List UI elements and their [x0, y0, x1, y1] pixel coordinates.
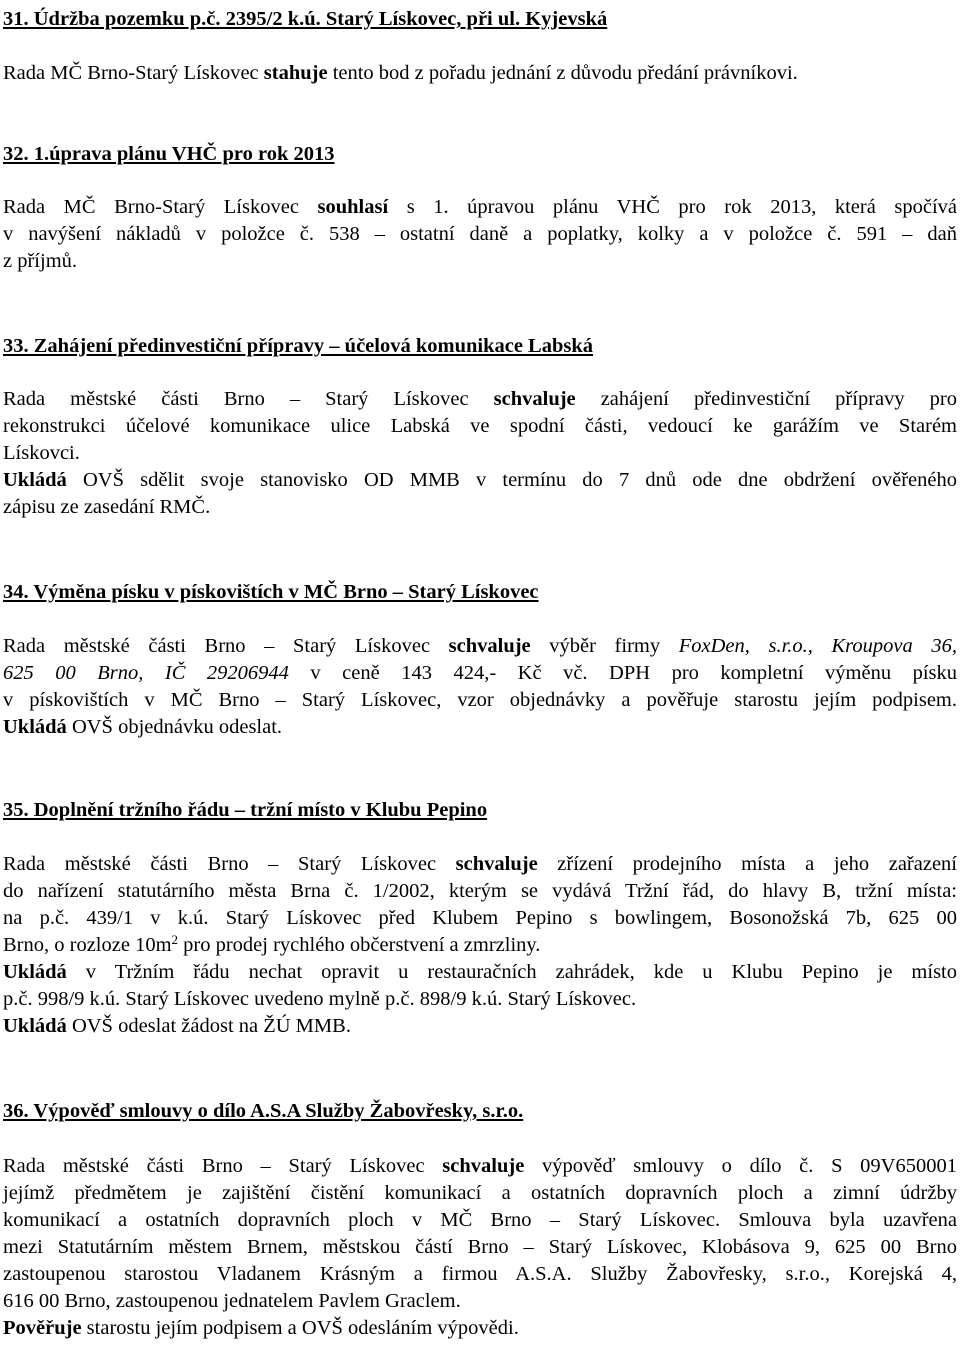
text-line: p.č. 998/9 k.ú. Starý Lískovec uvedeno mylně p.č. 898/9 k.ú. Starý Lískovec. [3, 988, 637, 1010]
section-31-heading: 31. Údržba pozemku p.č. 2395/2 k.ú. Starý Lískovec, při ul. Kyjevská [3, 8, 608, 30]
text-line: z příjmů. [3, 250, 78, 272]
text-line: Ukládá OVŠ sdělit svoje stanovisko OD MMB v termínu do 7 dnů ode dne obdržení ověřeného [3, 469, 957, 491]
text-line: Pověřuje starostu jejím podpisem a OVŠ odesláním výpovědi. [3, 1317, 519, 1339]
section-34-text [3, 633, 957, 741]
text-line: Rada městské části Brno – Starý Lískovec schvaluje zahájení předinvestiční přípravy pro [3, 388, 957, 410]
text-line: Rada městské části Brno – Starý Lískovec schvaluje zřízení prodejního místa a jeho zařazení [3, 853, 957, 875]
text-line: jejímž předmětem je zajištění čistění komunikací a ostatních dopravních ploch a zimní údržby [3, 1182, 957, 1204]
section-32-heading: 32. 1.úprava plánu VHČ pro rok 2013 [3, 143, 335, 165]
text-line: Rada městské části Brno – Starý Lískovec schvaluje výběr firmy FoxDen, s.r.o., Kroupova 36, [3, 635, 957, 657]
text-line: na p.č. 439/1 v k.ú. Starý Lískovec před Klubem Pepino s bowlingem, Bosonožská 7b, 625 00 [3, 907, 957, 929]
text-line: Ukládá v Tržním řádu nechat opravit u restauračních zahrádek, kde u Klubu Pepino je místo [3, 961, 957, 983]
text-line: 625 00 Brno, IČ 29206944 v ceně 143 424,- Kč vč. DPH pro kompletní výměnu písku [3, 662, 958, 684]
section-33-heading: 33. Zahájení předinvestiční přípravy – účelová komunikace Labská [3, 335, 594, 357]
text-line: v navýšení nákladů v položce č. 538 – ostatní daně a poplatky, kolky a v položce č. 591 – daň [3, 223, 957, 245]
section-32-text [3, 194, 957, 275]
section-35-heading: 35. Doplnění tržního řádu – tržní místo v Klubu Pepino [3, 799, 488, 821]
text-line: Rada městské části Brno – Starý Lískovec schvaluje výpověď smlouvy o dílo č. S 09V650001 [3, 1155, 957, 1177]
text-line: do nařízení statutárního města Brna č. 1/2002, kterým se vydává Tržní řád, do hlavy B, tržní místa: [3, 880, 957, 902]
superscript: 2 [171, 932, 179, 947]
text-line: Lískovci. [3, 442, 80, 464]
text-line: Brno, o rozloze $10m^2$ pro prodej rychlého občerstvení a zmrzliny. [3, 932, 541, 956]
text-line: mezi Statutárním městem Brnem, městskou částí Brno – Starý Lískovec, Klobásova 9, 625 00 Brno [3, 1236, 957, 1258]
text-line: Rada MČ Brno-Starý Lískovec souhlasí s 1. úpravou plánu VHČ pro rok 2013, která spočívá [3, 196, 958, 218]
section-36-text [3, 1153, 957, 1342]
section-34-heading: 34. Výměna písku v pískovištích v MČ Brno – Starý Lískovec [3, 581, 539, 603]
text-line: v pískovištích v MČ Brno – Starý Lískovec, vzor objednávky a pověřuje starostu jejím podpisem. [3, 689, 957, 711]
text-line: komunikací a ostatních dopravních ploch v MČ Brno – Starý Lískovec. Smlouva byla uzavřena [3, 1209, 957, 1231]
text-line: zastoupenou starostou Vladanem Krásným a firmou A.S.A. Služby Žabovřesky, s.r.o., Korejská 4, [3, 1263, 957, 1285]
text-line: zápisu ze zasedání RMČ. [3, 496, 211, 518]
section-35-text [3, 851, 957, 1040]
text-line: Ukládá OVŠ objednávku odeslat. [3, 716, 283, 738]
section-36-heading: 36. Výpověď smlouvy o dílo A.S.A Služby Žabovřesky, s.r.o. [3, 1100, 524, 1122]
text-line: rekonstrukci účelové komunikace ulice Labská ve spodní části, vedoucí ke garážím ve Starém [3, 415, 957, 437]
text-line: Rada MČ Brno-Starý Lískovec stahuje tento bod z pořadu jednání z důvodu předání právníkovi. [3, 62, 798, 84]
text-line: Ukládá OVŠ odeslat žádost na ŽÚ MMB. [3, 1015, 351, 1037]
section-31-text [3, 60, 957, 87]
text-line: 616 00 Brno, zastoupenou jednatelem Pavlem Graclem. [3, 1290, 461, 1312]
section-33-text [3, 386, 957, 521]
